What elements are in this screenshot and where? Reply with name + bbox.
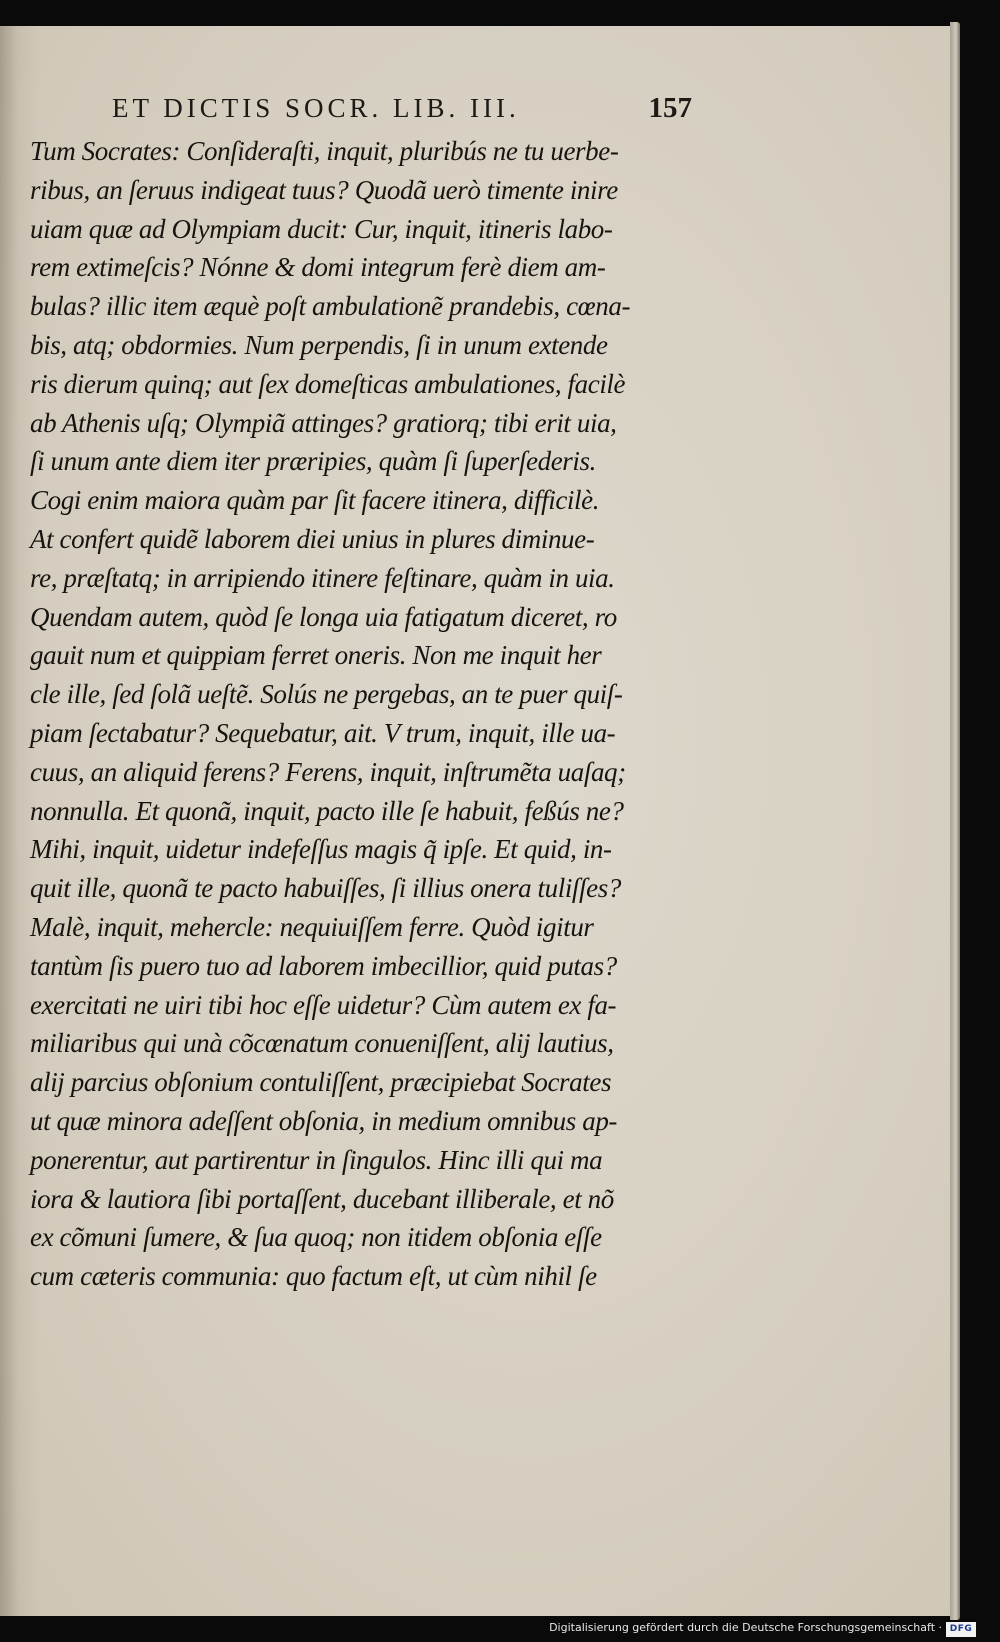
text-line: cuus, an aliquid ferens? Ferens, inquit, inſtrumẽta uaſaq;	[30, 756, 626, 787]
text-line: ribus, an ſeruus indigeat tuus? Quodã uerò timente inire	[30, 174, 618, 205]
text-line: alij parcius obſonium contuliſſent, præcipiebat Socrates	[30, 1067, 612, 1098]
page-header	[112, 92, 692, 128]
text-line: Cogi enim maiora quàm par ſit facere itinera, difficilè.	[30, 485, 600, 516]
body-text	[30, 132, 720, 1296]
text-line: miliaribus qui unà cõcœnatum conueniſſent, alij lautius,	[30, 1028, 614, 1059]
text-line: piam ſectabatur? Sequebatur, ait. V trum, inquit, ille ua-	[30, 717, 616, 748]
text-line: gauit num et quippiam ferret oneris. Non me inquit her	[30, 640, 602, 671]
text-line: ex cõmuni ſumere, & ſua quoq; non itidem obſonia eſſe	[30, 1222, 602, 1253]
text-line: bulas? illic item æquè poſt ambulationẽ prandebis, cœna-	[30, 291, 631, 322]
text-line: cum cæteris communia: quo factum eſt, ut cùm nihil ſe	[30, 1261, 597, 1292]
text-line: iora & lautiora ſibi portaſſent, ducebant illiberale, et nõ	[30, 1183, 614, 1214]
text-line: rem extimeſcis? Nónne & domi integrum ferè diem am-	[30, 252, 606, 283]
text-line: quit ille, quonã te pacto habuiſſes, ſi illius onera tuliſſes?	[30, 873, 621, 904]
text-line: Mihi, inquit, uidetur indefeſſus magis q̃ ipſe. Et quid, in-	[30, 834, 612, 865]
text-line: exercitati ne uiri tibi hoc eſſe uidetur? Cùm autem ex fa-	[30, 989, 617, 1020]
text-line: re, præſtatq; in arripiendo itinere feſtinare, quàm in uia.	[30, 562, 615, 593]
page-number: 157	[648, 92, 692, 124]
text-line: Tum Socrates: Conſideraſti, inquit, pluribús ne tu uerbe-	[30, 136, 619, 166]
text-line: Quendam autem, quòd ſe longa uia fatigatum diceret, ro	[30, 601, 617, 632]
dfg-logo: DFG	[946, 1622, 976, 1637]
text-line: nonnulla. Et quonã, inquit, pacto ille ſe habuit, feßús ne?	[30, 795, 624, 826]
text-line: ab Athenis uſq; Olympiã attinges? gratiorq; tibi erit uia,	[30, 407, 617, 438]
text-line: At confert quidẽ laborem diei unius in plures diminue-	[30, 523, 595, 554]
text-line: ut quæ minora adeſſent obſonia, in medium omnibus ap-	[30, 1105, 618, 1136]
page-edge	[950, 22, 960, 1620]
running-head: ET DICTIS SOCR. LIB. III.	[112, 93, 520, 123]
text-line: Malè, inquit, mehercle: nequiuiſſem ferre. Quòd igitur	[30, 911, 594, 942]
text-line: tantùm ſis puero tuo ad laborem imbecillior, quid putas?	[30, 950, 617, 981]
text-line: ponerentur, aut partirentur in ſingulos. Hinc illi qui ma	[30, 1144, 603, 1175]
text-line: bis, atq; obdormies. Num perpendis, ſi in unum extende	[30, 329, 608, 360]
text-line: cle ille, ſed ſolã ueſtẽ. Solús ne pergebas, an te puer quiſ-	[30, 679, 623, 710]
text-line: ſi unum ante diem iter præripies, quàm ſi ſuperſederis.	[30, 446, 596, 477]
credit-text: Digitalisierung gefördert durch die Deutsche Forschungsgemeinschaft ·	[549, 1621, 942, 1634]
text-line: ris dierum quinq; aut ſex domeſticas ambulationes, facilè	[30, 368, 626, 399]
text-line: uiam quæ ad Olympiam ducit: Cur, inquit, itineris labo-	[30, 213, 613, 244]
digitization-credit	[549, 1621, 942, 1634]
